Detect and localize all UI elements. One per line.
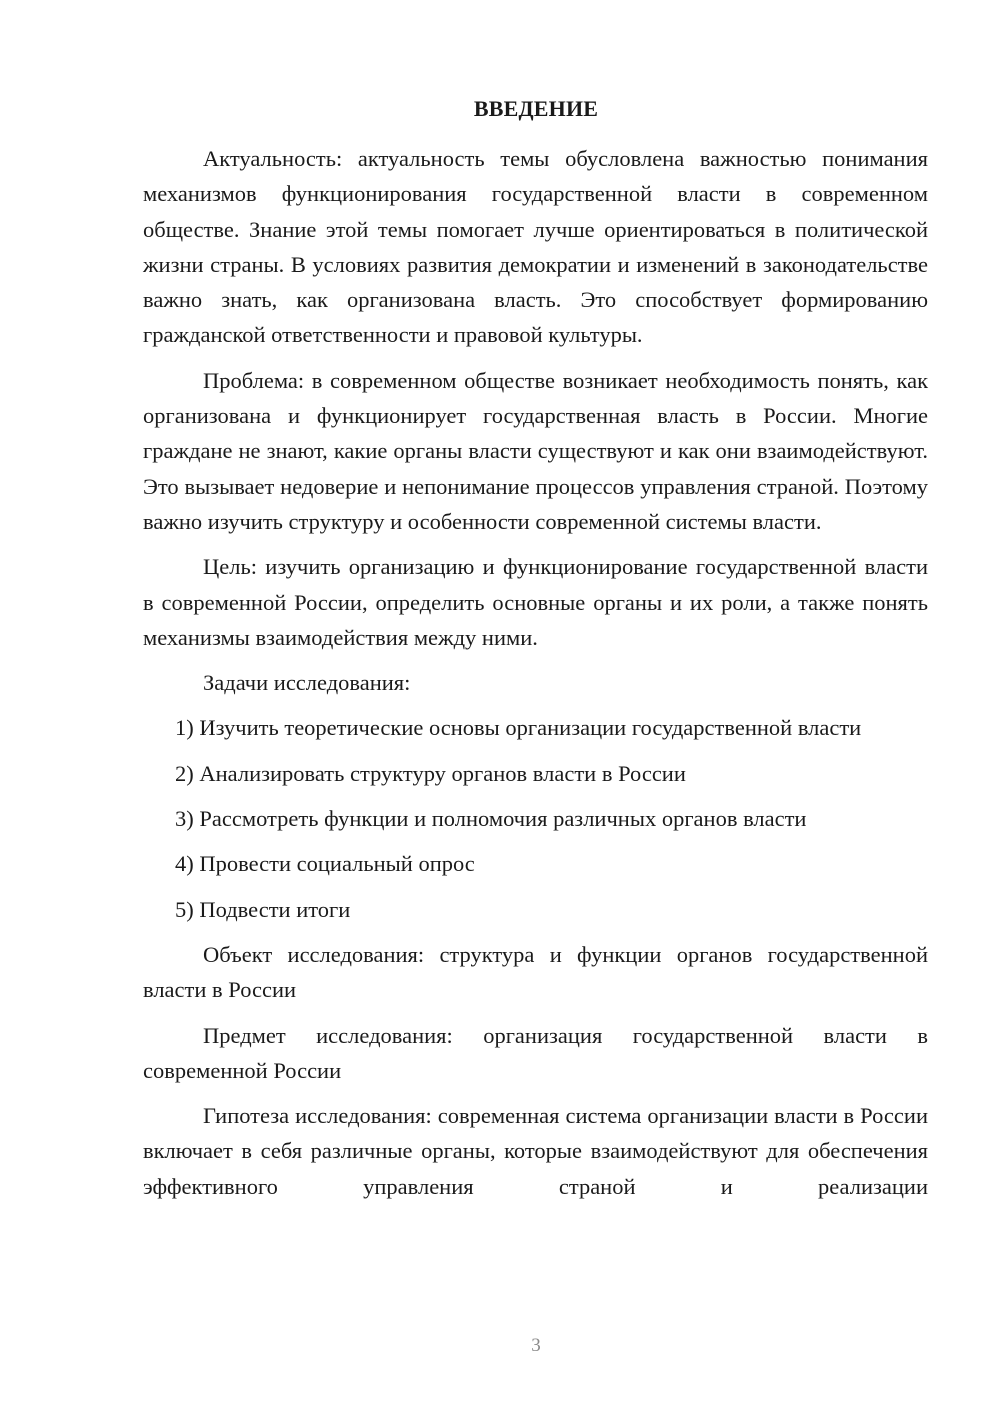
body-text xyxy=(143,141,928,1214)
tasks-title: Задачи исследования: xyxy=(203,670,411,696)
paragraph-problem: Проблема: в современном обществе возникает необходимость понять, как организована и функционирует государственная власть в России. Многие граждане не знают, какие органы власти существуют и как они взаимодействуют. Это вызывает недоверие и непонимание процессов управления страной. Поэтому важно изучить структуру и особенности современной системы власти. xyxy=(143,367,928,534)
page-number: 3 xyxy=(531,1335,541,1356)
paragraph-subject: Предмет исследования: организация государственной власти в современной России xyxy=(143,1022,928,1083)
task-item: 3) Рассмотреть функции и полномочия различных органов власти xyxy=(175,806,807,832)
task-item: 1) Изучить теоретические основы организации государственной власти xyxy=(175,715,862,741)
paragraph-object: Объект исследования: структура и функции органов государственной власти в России xyxy=(143,941,928,1003)
paragraph-relevance: Актуальность: актуальность темы обусловлена важностью понимания механизмов функционирования государственной власти в современном обществе. Знание этой темы помогает лучше ориентироваться в политической жизни страны. В условиях развития демократии и изменений в законодательстве важно знать, как организована власть. Это способствует формированию гражданской ответственности и правовой культуры. xyxy=(143,146,928,348)
paragraph-hypothesis: Гипотеза исследования: современная система организации власти в России включает в себя различные органы, которые взаимодействуют для обеспечения эффективного управления страной и реализации xyxy=(143,1103,928,1199)
paragraph-goal: Цель: изучить организацию и функционирование государственной власти в современной России, определить основные органы и их роли, а также понять механизмы взаимодействия между ними. xyxy=(143,554,928,650)
task-item: 5) Подвести итоги xyxy=(175,896,351,922)
task-item: 4) Провести социальный опрос xyxy=(175,851,475,877)
section-heading: ВВЕДЕНИЕ xyxy=(473,96,599,121)
task-item: 2) Анализировать структуру органов власти в России xyxy=(175,760,686,786)
